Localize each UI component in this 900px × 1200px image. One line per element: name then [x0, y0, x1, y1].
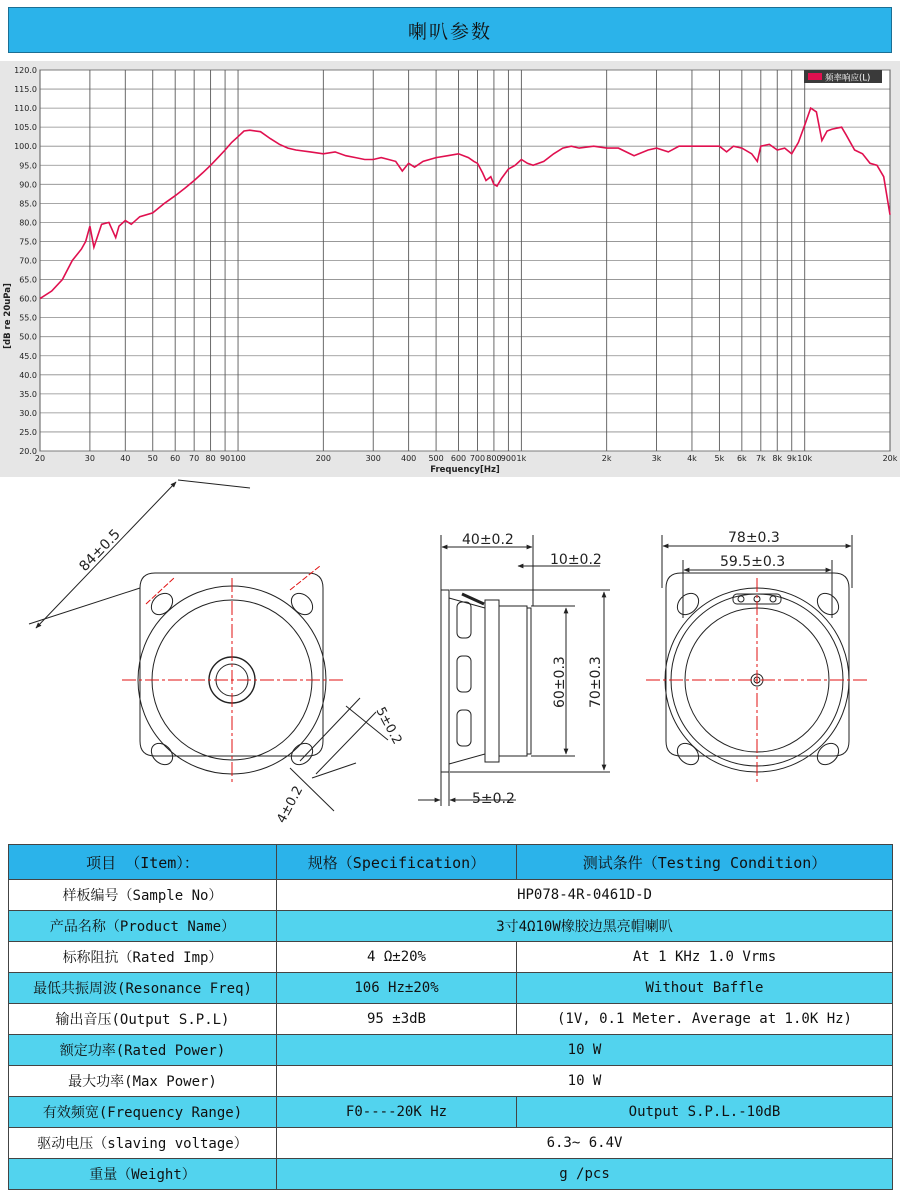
dim-slot-len: 5±0.2 — [372, 704, 405, 748]
y-tick-label: 90.0 — [19, 180, 37, 190]
x-tick-label: 30 — [84, 454, 95, 463]
dimension-drawing — [0, 478, 900, 838]
row-label: 产品名称（Product Name） — [9, 911, 277, 942]
side-window-3 — [457, 710, 471, 746]
y-tick-label: 105.0 — [14, 123, 37, 133]
table-row — [9, 911, 893, 942]
x-tick-label: 200 — [315, 454, 331, 463]
x-tick-label: 6k — [736, 454, 747, 463]
dim-side-magnet: 60±0.3 — [552, 656, 568, 708]
table-row — [9, 1097, 893, 1128]
dim-side-height: 70±0.3 — [588, 656, 604, 708]
row-label: 重量（Weight） — [9, 1159, 277, 1190]
row-spec: F0----20K Hz — [277, 1097, 517, 1128]
y-tick-label: 115.0 — [14, 85, 37, 95]
x-tick-label: 300 — [365, 454, 381, 463]
y-axis-label: [dB re 20uPa] — [3, 283, 13, 349]
table-row — [9, 1128, 893, 1159]
row-condition: (1V, 0.1 Meter. Average at 1.0K Hz) — [517, 1004, 893, 1035]
header-spec: 规格（Specification） — [277, 845, 517, 880]
y-tick-label: 35.0 — [19, 389, 37, 399]
table-row — [9, 973, 893, 1004]
table-row — [9, 942, 893, 973]
row-spec: 10 W — [277, 1035, 893, 1066]
side-view — [418, 535, 610, 806]
x-tick-label: 100 — [230, 454, 246, 463]
back-slot-tr — [813, 589, 843, 619]
row-label: 标称阻抗（Rated Imp） — [9, 942, 277, 973]
x-tick-label: 8k — [772, 454, 783, 463]
side-window-1 — [457, 602, 471, 638]
row-condition: At 1 KHz 1.0 Vrms — [517, 942, 893, 973]
x-tick-label: 10k — [797, 454, 813, 463]
mount-slot-bl — [147, 739, 177, 769]
back-terminal-neg — [738, 596, 744, 602]
y-tick-label: 60.0 — [19, 294, 37, 304]
table-row — [9, 1066, 893, 1097]
back-view — [646, 535, 868, 782]
title-text: 喇叭参数 — [407, 20, 492, 43]
y-tick-label: 80.0 — [19, 218, 37, 228]
legend — [804, 70, 882, 84]
legend-label: 频率响应(L) — [825, 73, 871, 84]
row-label: 输出音压(Output S.P.L) — [9, 1004, 277, 1035]
table-row — [9, 1004, 893, 1035]
x-tick-label: 700 — [469, 454, 486, 463]
y-tick-label: 110.0 — [14, 104, 37, 114]
table-row — [9, 1159, 893, 1190]
y-tick-label: 65.0 — [19, 275, 37, 285]
side-window-2 — [457, 656, 471, 692]
front-center-d2 — [146, 578, 174, 604]
x-tick-label: 9k — [786, 454, 797, 463]
dim-side-flange: 5±0.2 — [472, 791, 515, 807]
side-magnet — [499, 606, 527, 756]
diag-ext-2 — [178, 480, 250, 488]
x-tick-label: 3k — [651, 454, 662, 463]
x-tick-label: 800 — [486, 454, 502, 463]
dim-back-width: 78±0.3 — [728, 530, 780, 546]
x-tick-label: 20 — [34, 454, 46, 463]
dim-side-depth: 40±0.2 — [462, 532, 514, 548]
mount-slot-br — [287, 739, 317, 769]
x-tick-label: 600 — [450, 454, 467, 463]
side-flange — [441, 590, 449, 772]
slot-dim-5 — [312, 763, 356, 778]
header-item: 项目 （Item）： — [9, 845, 277, 880]
y-tick-label: 55.0 — [19, 313, 37, 323]
table-row — [9, 880, 893, 911]
y-tick-label: 25.0 — [19, 427, 37, 437]
y-tick-label: 30.0 — [19, 408, 37, 418]
row-spec: 95 ±3dB — [277, 1004, 517, 1035]
row-label: 驱动电压（slaving voltage） — [9, 1128, 277, 1159]
x-tick-label: 2k — [601, 454, 612, 463]
y-tick-label: 20.0 — [19, 447, 37, 456]
x-tick-label: 500 — [428, 454, 444, 463]
front-center-d1 — [290, 566, 320, 590]
x-tick-label: 50 — [147, 454, 158, 463]
mount-slot-tr — [287, 589, 317, 619]
y-tick-label: 85.0 — [19, 199, 37, 209]
row-label: 最低共振周波(Resonance Freq) — [9, 973, 277, 1004]
row-condition: Output S.P.L.-10dB — [517, 1097, 893, 1128]
y-tick-label: 40.0 — [19, 370, 37, 380]
row-spec: 3寸4Ω10W橡胶边黑亮帽喇叭 — [277, 911, 893, 942]
dim-front-diag: 84±0.5 — [76, 526, 124, 575]
front-view — [29, 480, 388, 811]
y-tick-label: 70.0 — [19, 256, 37, 266]
row-spec: 10 W — [277, 1066, 893, 1097]
slot-dim-2 — [316, 712, 376, 774]
y-ticks — [14, 66, 37, 456]
x-tick-label: 5k — [714, 454, 725, 463]
table-row — [9, 1035, 893, 1066]
side-basket — [449, 598, 485, 764]
back-slot-tl — [673, 589, 703, 619]
y-tick-label: 45.0 — [19, 351, 37, 361]
side-backplate — [527, 608, 531, 754]
x-tick-label: 60 — [170, 454, 181, 463]
row-spec: HP078-4R-0461D-D — [277, 880, 893, 911]
row-spec: g /pcs — [277, 1159, 893, 1190]
grid — [40, 70, 890, 451]
x-tick-label: 70 — [189, 454, 200, 463]
x-tick-label: 80 — [205, 454, 216, 463]
page-title — [8, 7, 892, 53]
x-tick-label: 4k — [687, 454, 697, 463]
x-ticks — [35, 454, 898, 463]
row-spec: 6.3~ 6.4V — [277, 1128, 893, 1159]
row-label: 最大功率(Max Power) — [9, 1066, 277, 1097]
x-tick-label: 7k — [755, 454, 766, 463]
row-label: 有效频宽(Frequency Range) — [9, 1097, 277, 1128]
x-tick-label: 20k — [882, 454, 898, 463]
row-spec: 106 Hz±20% — [277, 973, 517, 1004]
y-tick-label: 50.0 — [19, 332, 37, 342]
row-spec: 4 Ω±20% — [277, 942, 517, 973]
x-axis-label: Frequency[Hz] — [430, 465, 500, 475]
dim-side-plate: 10±0.2 — [550, 552, 602, 568]
x-tick-label: 900 — [500, 454, 517, 463]
y-tick-label: 95.0 — [19, 161, 37, 171]
row-label: 样板编号（Sample No） — [9, 880, 277, 911]
dim-back-hole: 59.5±0.3 — [720, 554, 786, 570]
dim-slot-width: 4±0.2 — [274, 783, 307, 826]
side-plate — [485, 600, 499, 762]
x-tick-label: 1k — [516, 454, 527, 463]
back-terminal-pos — [770, 596, 776, 602]
y-tick-label: 75.0 — [19, 237, 37, 247]
x-tick-label: 40 — [120, 454, 131, 463]
header-condition: 测试条件（Testing Condition） — [517, 845, 893, 880]
slot-dim-1 — [300, 698, 360, 761]
row-label: 额定功率(Rated Power) — [9, 1035, 277, 1066]
mount-slot-tl — [147, 589, 177, 619]
y-tick-label: 100.0 — [14, 142, 37, 152]
y-tick-label: 120.0 — [14, 66, 37, 75]
x-tick-label: 90 — [219, 454, 231, 463]
table-header-row — [9, 845, 893, 880]
back-slot-br — [813, 739, 843, 769]
row-condition: Without Baffle — [517, 973, 893, 1004]
legend-swatch — [808, 73, 822, 80]
chart-svg — [0, 61, 900, 477]
frequency-response-chart — [0, 61, 900, 477]
x-tick-label: 400 — [400, 454, 417, 463]
spec-table — [8, 844, 893, 1190]
